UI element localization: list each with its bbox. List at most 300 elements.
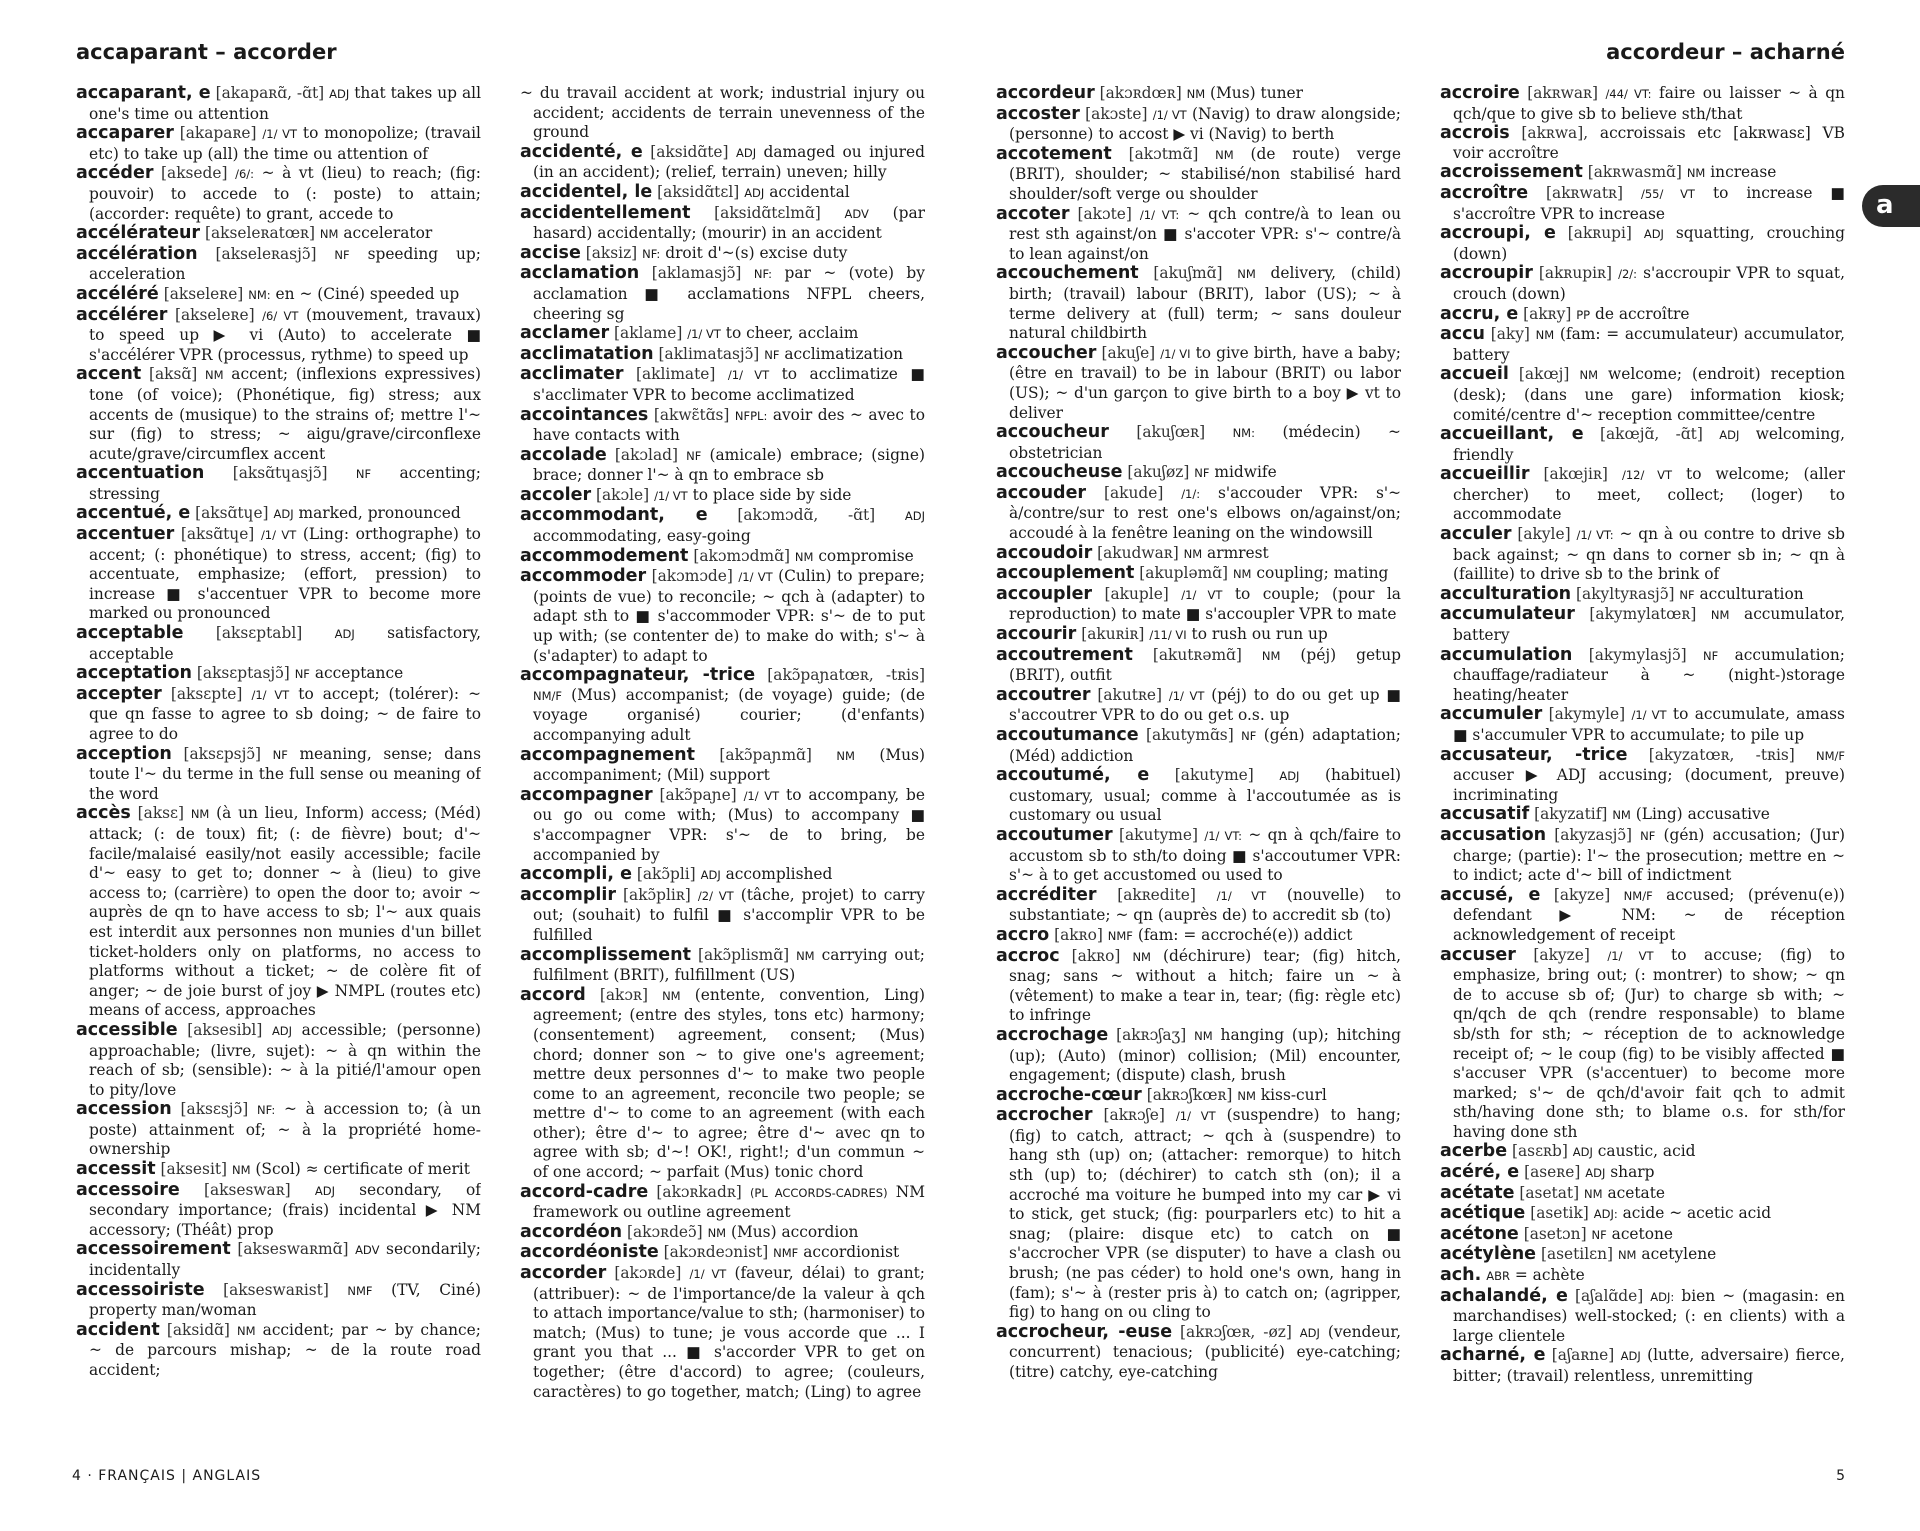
definition: squatting, crouching (down)	[1453, 224, 1845, 263]
dictionary-entry	[520, 264, 925, 324]
dictionary-entry	[520, 506, 925, 546]
definition: (lutte, adversaire) fierce, bitter; (travail) relentless, unremitting	[1453, 1346, 1845, 1385]
headword: acculer	[1440, 524, 1512, 545]
dictionary-entry	[520, 204, 925, 244]
definition: NM framework ou outline agreement	[533, 1182, 925, 1222]
definition: accused; (prévenu(e)) defendant ▶ NM: ~ de réception acknowledgement of receipt	[1453, 885, 1845, 944]
headword: acclamer	[520, 323, 610, 344]
dictionary-entry	[520, 946, 925, 986]
definition: to couple; (pour la reproduction) to mate ■ s'accoupler VPR to mate	[1009, 584, 1401, 624]
definition: (gén) accusation; (Jur) charge; (partie): l'~ the prosecution; mettre en ~ to indict; acte d'~ bill of indictment	[1453, 825, 1845, 885]
dictionary-entry	[996, 205, 1401, 265]
pronunciation: [akʀwatʀ]	[1546, 183, 1623, 202]
grammar-label: NM	[794, 549, 814, 564]
column-1	[76, 84, 481, 1464]
definition: (Culin) to prepare; (points de vue) to reconcile; ~ qch à (adapter) to adapt sth to ■ s'accommoder VPR: s'~ de to put up with; (se contenter de) to make do with; s'~ à (s'adapter) to adapt to	[533, 567, 925, 665]
definition: to accumulate, amass ■ s'accumuler VPR to accumulate; to pile up	[1453, 705, 1845, 744]
definition: (amicale) embrace; (signe) brace; donner l'~ à qn to embrace sb	[533, 445, 925, 485]
dictionary-entry	[520, 547, 925, 568]
dictionary-entry	[76, 504, 481, 525]
pronunciation: [aksidɑ̃]	[166, 1320, 230, 1339]
dictionary-entry	[996, 564, 1401, 585]
pronunciation: [akʀɔʃkœʀ]	[1146, 1085, 1233, 1104]
headword: acclimatation	[520, 343, 654, 364]
grammar-label: ADV	[844, 206, 869, 221]
grammar-label: /1/ VT:	[1139, 207, 1180, 222]
headword: accès	[76, 803, 131, 824]
pronunciation: [akɔmɔdmɑ̃]	[693, 546, 790, 565]
pronunciation: [akuʃøz]	[1127, 463, 1190, 482]
grammar-label: NF	[1241, 729, 1257, 743]
headword: accrocheur, -euse	[996, 1321, 1173, 1342]
definition: (faveur, délai) to grant; (attribuer): ~ de l'importance/de la valeur à qch to attach importance/value to sth; (harmoniser) to match; (Mus) to tune; je vous accorde que ... I grant you that ... ■ s'accorder VPR to get on together; (être d'accord) to agree; (couleurs, caractères) to go together, match; (Ling) to agree	[533, 1264, 925, 1401]
definition: (nouvelle) to substantiate; ~ qn (auprès de) to accredit sb (to)	[1009, 885, 1401, 925]
dictionary-entry	[1440, 1225, 1845, 1246]
definition: marked, pronounced	[298, 504, 461, 523]
pronunciation: [akɔʀdeɔ̃]	[627, 1222, 703, 1241]
headword: accointances	[520, 404, 649, 425]
pronunciation: [akseleʀe]	[163, 284, 244, 303]
grammar-label: NF	[764, 347, 780, 362]
pronunciation: [aksiz]	[585, 243, 638, 262]
headword: accompagnement	[520, 744, 695, 765]
grammar-label: ADJ	[329, 87, 350, 101]
headword: accourir	[996, 624, 1077, 645]
grammar-label: NF	[272, 747, 288, 762]
grammar-label: NM	[1186, 87, 1206, 101]
headword: accoupler	[996, 583, 1093, 604]
definition: delivery, (child) birth; (travail) labour (BRIT), labor (US); ~ à terme delivery at (full) term; ~ sans douleur natural childbirth	[1009, 264, 1401, 343]
headword: accordéoniste	[520, 1242, 659, 1263]
headword: accentué, e	[76, 503, 191, 524]
headword: accusatif	[1440, 804, 1530, 825]
definition: speeding up; acceleration	[89, 244, 481, 284]
headword: accouchement	[996, 263, 1139, 284]
headword: accusé, e	[1440, 884, 1541, 905]
headword: accusation	[1440, 824, 1547, 845]
definition: (de route) verge (BRIT), shoulder; ~ stabilisé/non stabilisé hard shoulder/soft verge ou shoulder	[1009, 144, 1401, 203]
headword: accumulation	[1440, 644, 1573, 665]
dictionary-entry	[520, 786, 925, 865]
grammar-label: NM	[707, 1225, 727, 1240]
pronunciation: [aksɑ̃tɥe]	[195, 504, 269, 523]
definition: caustic, acid	[1597, 1142, 1696, 1161]
pronunciation: [akɔʀdeɔnist]	[663, 1243, 769, 1262]
pronunciation: [akuʃe]	[1101, 343, 1156, 362]
definition: accelerator	[343, 224, 433, 243]
headword: accueillant, e	[1440, 424, 1584, 445]
dictionary-entry	[76, 285, 481, 306]
grammar-label: NF	[334, 247, 350, 262]
definition: accident; par ~ by chance; ~ de parcours mishap; ~ de la route road accident;	[89, 1320, 481, 1379]
grammar-label: ADJ	[1620, 1349, 1641, 1364]
dictionary-entry	[520, 84, 925, 143]
grammar-label: NF	[686, 448, 702, 463]
definition: (mouvement, travaux) to speed up ▶ vi (Auto) to accelerate ■ s'accélérer VPR (processus, rythme) to speed up	[89, 305, 481, 364]
grammar-label: NF	[1194, 466, 1210, 481]
dictionary-entry	[1440, 1245, 1845, 1266]
dictionary-entry	[520, 365, 925, 405]
grammar-label: (PL ACCORDS-CADRES)	[749, 1185, 888, 1200]
headword: acclimater	[520, 364, 624, 385]
dictionary-entry	[1440, 805, 1845, 826]
headword: acharné, e	[1440, 1345, 1546, 1366]
pronunciation: [akuʀiʀ]	[1081, 625, 1145, 644]
dictionary-entry	[76, 1100, 481, 1160]
grammar-label: NF:	[642, 246, 661, 261]
grammar-label: ADJ	[1643, 227, 1664, 242]
pronunciation: [aksesit]	[160, 1160, 228, 1179]
definition: accomplished	[725, 865, 833, 884]
definition: accent; (inflexions expressives) tone (of voice); (Phonétique, fig) stress; aux accents de (musique) to the strains of; mettre l'~ sur (fig) to stress; ~ aigu/grave/circonflexe acute/grave/circumflex accent	[89, 365, 481, 463]
definition: to accuse; (fig) to emphasize, bring out; (: montrer) to show; ~ qn de to accuse sb of; (Jur) to charge sb with; ~ qn/qch de qch (rendre responsable) to blame sb/sth for sth; ~ réception de to acknowledge receipt of; ~ le coup (fig) to be visibly affected ■ s'accuser VPR (s'accentuer) to become more marked; s'~ de qch/d'avoir fait qch to admit sth/having done sth; to blame o.s. for sth/for having done sth	[1453, 945, 1845, 1141]
grammar-label: NM	[836, 748, 855, 763]
dictionary-entry	[76, 84, 481, 124]
definition: midwife	[1214, 463, 1277, 482]
dictionary-entry	[996, 886, 1401, 926]
headword: accélérateur	[76, 223, 201, 244]
pronunciation: [akɔste]	[1085, 104, 1148, 123]
headword: accoutrement	[996, 644, 1133, 665]
grammar-label: /1/ VT	[1631, 708, 1667, 723]
pronunciation: [aksɑ̃tɥasjɔ̃]	[232, 464, 328, 483]
dictionary-entry	[520, 746, 925, 786]
headword: accumuler	[1440, 704, 1543, 725]
headword: accentuer	[76, 524, 175, 545]
pronunciation: [akɔle]	[595, 485, 650, 504]
definition: acclimatization	[784, 344, 904, 363]
pronunciation: [aksɛptabl]	[215, 624, 303, 643]
pronunciation: [akutyme]	[1118, 825, 1198, 844]
headword: accessoiriste	[76, 1279, 205, 1300]
grammar-label: ADJ	[273, 507, 294, 522]
pronunciation: [akɔ̃plismɑ̃]	[697, 945, 790, 964]
definition: faire ou laisser ~ à qn qch/que to give sb to believe sth/that	[1453, 84, 1845, 123]
grammar-label: /1/ VT	[262, 127, 297, 142]
pronunciation: [akymylasjɔ̃]	[1588, 645, 1687, 664]
dictionary-entry	[1440, 1266, 1845, 1287]
dictionary-entry	[520, 446, 925, 486]
definition: ~ à accession to; (à un poste) attainment of; ~ à la propriété home-ownership	[89, 1100, 481, 1159]
definition: meaning, sense; dans toute l'~ du terme in the full sense ou meaning of the word	[89, 744, 481, 803]
pronunciation: [aksɛpte]	[170, 684, 243, 703]
dictionary-entry	[996, 84, 1401, 105]
dictionary-entry	[1440, 1346, 1845, 1386]
definition: acculturation	[1699, 584, 1804, 603]
grammar-label: NF:	[753, 267, 773, 282]
grammar-label: NM	[237, 1323, 256, 1338]
dictionary-entry	[520, 1183, 925, 1223]
dictionary-entry	[996, 105, 1401, 145]
pronunciation: [akʀo]	[1071, 946, 1121, 965]
grammar-label: /1/ VT	[743, 788, 780, 803]
dictionary-entry	[1440, 1163, 1845, 1184]
headword: accroche-cœur	[996, 1084, 1142, 1105]
definition: (à un lieu, Inform) access; (Méd) attack; (: de toux) fit; (: de fièvre) bout; d'~ facile/malaisé easily/not easily accessible; facile d'~ easy to get to; donner ~ à (lieu) to give access to; (carrière) to open the door to; avoir ~ auprès de qn to have access to sb; l'~ aux quais est interdit aux personnes non munies d'un billet ticket-holders only on platforms, no access to platforms without a ticket; ~ de colère fit of anger; ~ de joie burst of joy ▶ NMPL (routes etc) means of access, approaches	[89, 804, 481, 1020]
pronunciation: [akɔʀkadʀ]	[656, 1182, 742, 1201]
headword: accompli, e	[520, 864, 632, 885]
grammar-label: NM	[1261, 648, 1281, 663]
grammar-label: ABR	[1486, 1269, 1510, 1284]
headword: accumulateur	[1440, 604, 1575, 625]
pronunciation: [akseleʀatœʀ]	[204, 224, 315, 243]
headword: accoucher	[996, 342, 1097, 363]
pronunciation: [akɔʀ]	[599, 985, 648, 1004]
headword: accro	[996, 924, 1050, 945]
grammar-label: ADJ	[334, 627, 355, 642]
pronunciation: [akʀupiʀ]	[1538, 264, 1612, 283]
grammar-label: NM	[1535, 328, 1555, 343]
dictionary-entry	[996, 1106, 1401, 1323]
dictionary-entry	[1440, 646, 1845, 706]
definition: accroissais etc [akʀwasɛ] VB voir accroître	[1453, 124, 1845, 162]
grammar-label: NM	[1237, 1088, 1256, 1103]
definition: acide ~ acetic acid	[1622, 1204, 1772, 1223]
pronunciation: [akseleʀasjɔ̃]	[215, 244, 317, 263]
grammar-label: NM	[1612, 808, 1631, 823]
grammar-label: /1/ VT	[1175, 1109, 1216, 1124]
grammar-label: NF	[1679, 587, 1695, 602]
grammar-label: NF	[294, 667, 310, 682]
dictionary-entry	[76, 1281, 481, 1321]
grammar-label: NM	[205, 368, 224, 383]
definition: (Mus) accompanist; (de voyage) guide; (de voyage organisé) courier; (d'enfants) accompanying adult	[533, 685, 925, 744]
grammar-label: /55/ VT	[1640, 186, 1695, 201]
grammar-label: /1/ VT:	[1204, 828, 1243, 843]
dictionary-entry	[1440, 605, 1845, 645]
pronunciation: [akʀɔʃe]	[1103, 1106, 1165, 1125]
headword: accordeur	[996, 84, 1095, 103]
definition: acetate	[1607, 1183, 1666, 1202]
headword: accessible	[76, 1019, 178, 1040]
column-2	[520, 84, 925, 1464]
headword: accoudoir	[996, 542, 1093, 563]
definition: (fam: = accroché(e)) addict	[1137, 925, 1353, 944]
pronunciation: [aksesibl]	[187, 1020, 263, 1039]
pronunciation: [akʀɔʃaʒ]	[1116, 1025, 1187, 1044]
headword: ach.	[1440, 1265, 1482, 1286]
definition: avoir des ~ avec to have contacts with	[533, 405, 925, 445]
headword: accoutrer	[996, 684, 1091, 705]
headword: accuser	[1440, 944, 1516, 965]
definition: accumulator, battery	[1453, 605, 1845, 645]
headword: acéré, e	[1440, 1162, 1520, 1183]
dictionary-entry	[76, 1240, 481, 1280]
definition: en ~ (Ciné) speeded up	[275, 284, 460, 303]
pronunciation: [akʀo]	[1054, 925, 1103, 944]
dictionary-entry	[76, 1021, 481, 1100]
headword: accoucheuse	[996, 462, 1123, 483]
pronunciation: [akyze]	[1553, 885, 1611, 904]
definition: accumulation; chauffage/radiateur à ~ (night-)storage heating/heater	[1453, 645, 1845, 704]
definition: (Mus) accordion	[731, 1222, 859, 1241]
pronunciation: [akuʃmɑ̃]	[1153, 264, 1223, 283]
grammar-label: NFPL:	[734, 408, 768, 423]
grammar-label: NM	[1215, 147, 1234, 162]
definition: welcome; (endroit) reception (desk); (dans une gare) information kiosk; comité/centre d'~ reception committee/centre	[1453, 365, 1845, 424]
dictionary-entry	[996, 264, 1401, 343]
definition: satisfactory, acceptable	[89, 624, 481, 663]
headword: accéder	[76, 163, 154, 184]
definition: armrest	[1207, 543, 1269, 562]
grammar-label: ADJ	[1719, 428, 1740, 443]
headword: accoler	[520, 484, 592, 505]
dictionary-entry	[1440, 124, 1845, 163]
headword: accorder	[520, 1263, 607, 1284]
grammar-label: /6/:	[235, 167, 255, 182]
grammar-label: ADJ	[1585, 1166, 1606, 1181]
pronunciation: [akutʀəmɑ̃]	[1152, 645, 1242, 664]
definition: (vendeur, concurrent) tenacious; (publicité) eye-catching; (titre) catchy, eye-catching	[1009, 1322, 1401, 1381]
dictionary-entry	[1440, 325, 1845, 365]
grammar-label: NM	[1617, 1248, 1637, 1263]
definition: to accompany, be ou go ou come with; (Mus) to accompany ■ s'accompagner VPR: s'~ de to bring, be accompanied by	[533, 785, 925, 864]
dictionary-entry	[76, 804, 481, 1021]
headword: acculturation	[1440, 583, 1572, 604]
grammar-label: NM/F	[1623, 888, 1653, 903]
dictionary-entry	[1440, 305, 1845, 326]
definition: to cheer, acclaim	[725, 324, 859, 343]
definition: damaged ou injured (in an accident); (relief, terrain) uneven; hilly	[533, 142, 925, 182]
pronunciation: [akʀwasmɑ̃]	[1587, 163, 1682, 182]
headword: accoutumé, e	[996, 765, 1150, 786]
pronunciation: [asetɔn]	[1523, 1224, 1587, 1243]
headword: accueil	[1440, 364, 1509, 385]
grammar-label: ADJ	[271, 1023, 293, 1038]
headword: accommodant, e	[520, 505, 708, 526]
pronunciation: [akude]	[1103, 483, 1164, 502]
grammar-label: /1/ VT	[1152, 107, 1187, 122]
alphabet-thumb-tab[interactable]: a	[1862, 185, 1920, 227]
dictionary-entry	[76, 164, 481, 224]
headword: accoutumance	[996, 725, 1139, 745]
pronunciation: [akœjiʀ]	[1543, 465, 1608, 484]
grammar-label: NM	[662, 988, 681, 1003]
pronunciation: [akwɛ̃tɑ̃s]	[653, 405, 730, 424]
definition: accenting; stressing	[89, 464, 481, 503]
definition: ~ à vt (lieu) to reach; (fig: pouvoir) to accede to (: poste) to attain; (accorder: requête) to grant, accede to	[89, 164, 481, 223]
pronunciation: [akœj]	[1518, 365, 1570, 384]
grammar-label: NM	[190, 807, 210, 822]
dictionary-entry	[1440, 465, 1845, 525]
dictionary-entry	[1440, 184, 1845, 224]
headword: acétone	[1440, 1223, 1519, 1244]
definition: acetone	[1611, 1224, 1674, 1243]
grammar-label: /1/ VI	[1160, 346, 1191, 361]
grammar-label: NF	[1640, 828, 1656, 843]
dictionary-entry	[520, 666, 925, 745]
grammar-label: /1/ VT	[1168, 688, 1205, 703]
pronunciation: [akutʀe]	[1097, 685, 1163, 704]
dictionary-entry	[1440, 1204, 1845, 1225]
grammar-label: NM/F	[1815, 748, 1845, 763]
headword: accoucheur	[996, 422, 1109, 443]
pronunciation: [akʀy]	[1523, 304, 1572, 323]
definition: (entente, convention, Ling) agreement; (entre des styles, tons etc) harmony; (consentement) agreement, consent; (Mus) chord; donner son ~ to give one's agreement; mettre deux personnes d'~ to make two people come to an agreement, reconcile two people; se mettre d'~ to come to an agreement (with each other); être d'~ to agree; être d'~ avec qn to agree with sb; d'~! OK!, right!; d'un commun ~ of one accord; ~ parfait (Mus) tonic chord	[533, 985, 925, 1182]
pronunciation: [aklame]	[614, 324, 683, 343]
pronunciation: [aksɑ̃]	[149, 365, 198, 384]
dictionary-entry	[1440, 705, 1845, 745]
dictionary-entry	[76, 306, 481, 366]
headword: accession	[76, 1099, 172, 1120]
grammar-label: NM	[796, 948, 815, 963]
right-running-header: accordeur – acharné	[1606, 40, 1845, 64]
headword: accréditer	[996, 884, 1097, 905]
headword: accoter	[996, 203, 1070, 224]
dictionary-entry	[1440, 1184, 1845, 1205]
grammar-label: NM:	[1232, 426, 1255, 441]
headword: accompagner	[520, 784, 653, 805]
headword: accaparant, e	[76, 84, 211, 103]
grammar-label: /2/ VT	[697, 888, 734, 903]
pronunciation: [akɔ̃paɲmɑ̃]	[719, 745, 812, 764]
grammar-label: /1/ VT:	[1576, 528, 1614, 543]
pronunciation: [aksede]	[161, 164, 228, 183]
pronunciation: [akɔ̃paɲe]	[659, 785, 737, 804]
definition: s'accouder VPR: s'~ à/contre/sur to rest one's elbows on/against/on; accoudé à la fenêtre leaning on the windowsill	[1009, 483, 1401, 543]
headword: accident	[76, 1319, 160, 1340]
pronunciation: [akyzasjɔ̃]	[1554, 825, 1633, 844]
pronunciation: [akʀwa],	[1521, 124, 1589, 143]
headword: acerbe	[1440, 1141, 1508, 1162]
pronunciation: [aklimatasjɔ̃]	[658, 344, 760, 363]
headword: accoster	[996, 103, 1080, 124]
dictionary-entry	[520, 345, 925, 366]
definition: welcoming, friendly	[1453, 425, 1845, 464]
definition: (gén) adaptation; (Méd) addiction	[1009, 726, 1401, 765]
pronunciation: [akyze]	[1533, 945, 1590, 964]
dictionary-entry	[1440, 264, 1845, 304]
dictionary-entry	[520, 986, 925, 1183]
pronunciation: [akseswaʀ]	[203, 1180, 291, 1199]
pronunciation: [akapaʀɑ̃, -ɑ̃t]	[215, 84, 325, 102]
pronunciation: [akɔ̃paɲatœʀ, -tʀis]	[767, 666, 925, 685]
pronunciation: [akutyme]	[1174, 766, 1254, 785]
headword: accommoder	[520, 566, 647, 587]
grammar-label: NM	[231, 1163, 251, 1178]
dictionary-entry	[520, 324, 925, 345]
grammar-label: NF	[355, 467, 372, 482]
definition: acetylene	[1641, 1245, 1717, 1264]
headword: accessoire	[76, 1179, 180, 1200]
dictionary-entry	[76, 365, 481, 464]
grammar-label: /1/ VT	[727, 368, 770, 383]
grammar-label: NM	[1579, 368, 1598, 383]
grammar-label: NF	[1702, 648, 1719, 663]
pronunciation: [akɔ̃pliʀ]	[623, 885, 691, 904]
dictionary-entry	[1440, 525, 1845, 585]
pronunciation: [aklimate]	[635, 365, 716, 384]
grammar-label: ADV	[355, 1243, 380, 1258]
dictionary-entry	[996, 766, 1401, 826]
headword: acceptation	[76, 663, 192, 684]
pronunciation: [aksɑ̃tɥe]	[180, 525, 255, 544]
dictionary-entry	[520, 1264, 925, 1402]
definition: hanging (up); hitching (up); (Auto) (minor) collision; (Mil) encounter, engagement; (dispute) clash, brush	[1009, 1025, 1401, 1085]
definition: kiss-curl	[1260, 1085, 1327, 1104]
definition: ~ qn à qch/faire to accustom sb to sth/to doing ■ s'accoutumer VPR: s'~ à to get accustomed ou used to	[1009, 825, 1401, 885]
right-page	[960, 0, 1920, 1531]
pronunciation: [akyltyʀasjɔ̃]	[1576, 584, 1675, 603]
headword: accidenté, e	[520, 141, 643, 162]
dictionary-entry	[76, 685, 481, 745]
grammar-label: NM	[1194, 1028, 1213, 1043]
grammar-label: /1/ VT	[1181, 587, 1223, 602]
column-4	[1440, 84, 1845, 1464]
dictionary-entry	[520, 865, 925, 886]
dictionary-entry	[1440, 163, 1845, 184]
dictionary-entry	[996, 926, 1401, 947]
